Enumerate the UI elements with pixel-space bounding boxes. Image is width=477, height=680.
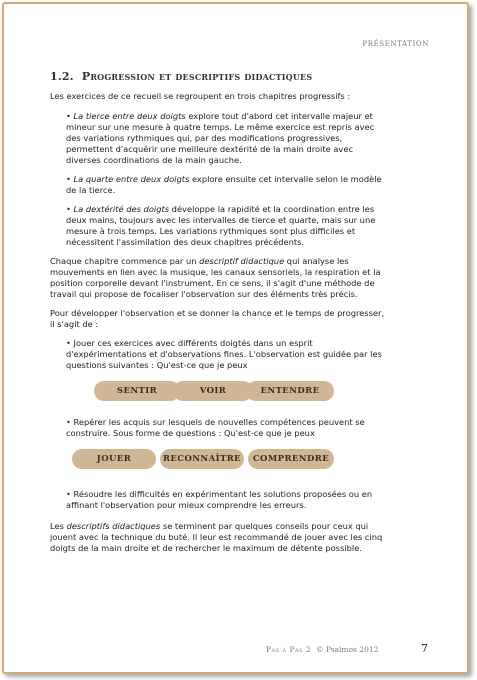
footer-copyright: © Psalmos 2012 — [315, 645, 379, 654]
body-text — [50, 91, 390, 554]
pill-jouer: JOUER — [72, 449, 156, 469]
intro-paragraph: Les exercices de ce recueil se regroupent en trois chapitres progressifs : — [50, 91, 351, 101]
item-jouer-exercices: • Jouer ces exercices avec différents doigtés dans un esprit d'expérimentations et d'observations fines. L'observation est guidée par les questions suivantes : Qu'est-ce que je peux — [66, 338, 388, 371]
pill-row-2 — [50, 449, 390, 471]
pill-sentir: SENTIR — [94, 381, 180, 401]
paragraph-conclusion — [50, 521, 390, 554]
para4-before: Les — [50, 521, 67, 531]
pill-voir: VOIR — [173, 381, 253, 401]
bullet-1-term: La tierce entre deux doigts — [73, 111, 186, 121]
page-number: 7 — [421, 642, 428, 655]
para4-term: descriptifs didactiques — [66, 521, 161, 531]
pill-row-1 — [50, 381, 390, 403]
bullet-item-3 — [66, 204, 388, 248]
para2-term: descriptif didactique — [199, 256, 285, 266]
paragraph-descriptif — [50, 256, 390, 300]
bullet-2-term: La quarte entre deux doigts — [73, 174, 190, 184]
pill-comprendre: COMPRENDRE — [248, 449, 334, 469]
item-resoudre: • Résoudre les difficultés en expérimentant les solutions proposées ou en affinant l'observation pour mieux comprendre les erreurs. — [66, 489, 388, 511]
footer-series: Pas à Pas 2 — [266, 645, 312, 654]
para2-after: qui analyse les mouvements en lien avec la musique, les canaux sensoriels, la respiration et la position corporelle devant l'instrument. En ce sens, il s'agit d'une méthode de travail qui propose de focaliser l'observation sur des éléments très précis. — [50, 256, 381, 299]
bullet-3-term: La dextérité des doigts — [73, 204, 170, 214]
bullet-2-text: explore ensuite cet intervalle selon le modèle de la tierce. — [66, 174, 382, 195]
section-title — [50, 70, 312, 83]
bullet-item-1 — [66, 111, 388, 166]
bullet-3-text: développe la rapidité et la coordination entre les deux mains, toujours avec les intervalles de tierce et quarte, mais sur une mesure à trois temps. Les variations rythmiques sont plus difficiles et nécessitent l'assimilation des deux chapitres précédents. — [66, 204, 376, 247]
footer — [266, 645, 378, 654]
bullet-item-2 — [66, 174, 388, 196]
item-reperer-acquis: • Repérer les acquis sur lesquels de nouvelles compétences peuvent se construire. Sous forme de questions : Qu'est-ce que je peux — [66, 417, 388, 439]
running-header: PRÉSENTATION — [362, 40, 429, 48]
section-number: 1.2. — [50, 70, 74, 83]
pill-entendre: ENTENDRE — [246, 381, 334, 401]
para4-after: se terminent par quelques conseils pour ceux qui jouent avec la technique du buté. Il leur est recommandé de jouer avec les cinq doigts de la main droite et de rechercher le maximum de détente possible. — [50, 521, 383, 553]
bullet-1-text: explore tout d'abord cet intervalle majeur et mineur sur une mesure à quatre temps. Le même exercice est repris avec des variations rythmiques qui, par des modifications progressives, permettent d'acquérir une meilleure dextérité de la main droite avec diverses coordinations de la main gauche. — [66, 111, 375, 165]
paragraph-observation: Pour développer l'observation et se donner la chance et le temps de progresser, il s'agit de : — [50, 308, 385, 329]
para2-before: Chaque chapitre commence par un — [50, 256, 200, 266]
section-heading: Progression et descriptifs didactiques — [81, 70, 313, 83]
pill-reconnaitre: RECONNAÎTRE — [160, 449, 244, 469]
